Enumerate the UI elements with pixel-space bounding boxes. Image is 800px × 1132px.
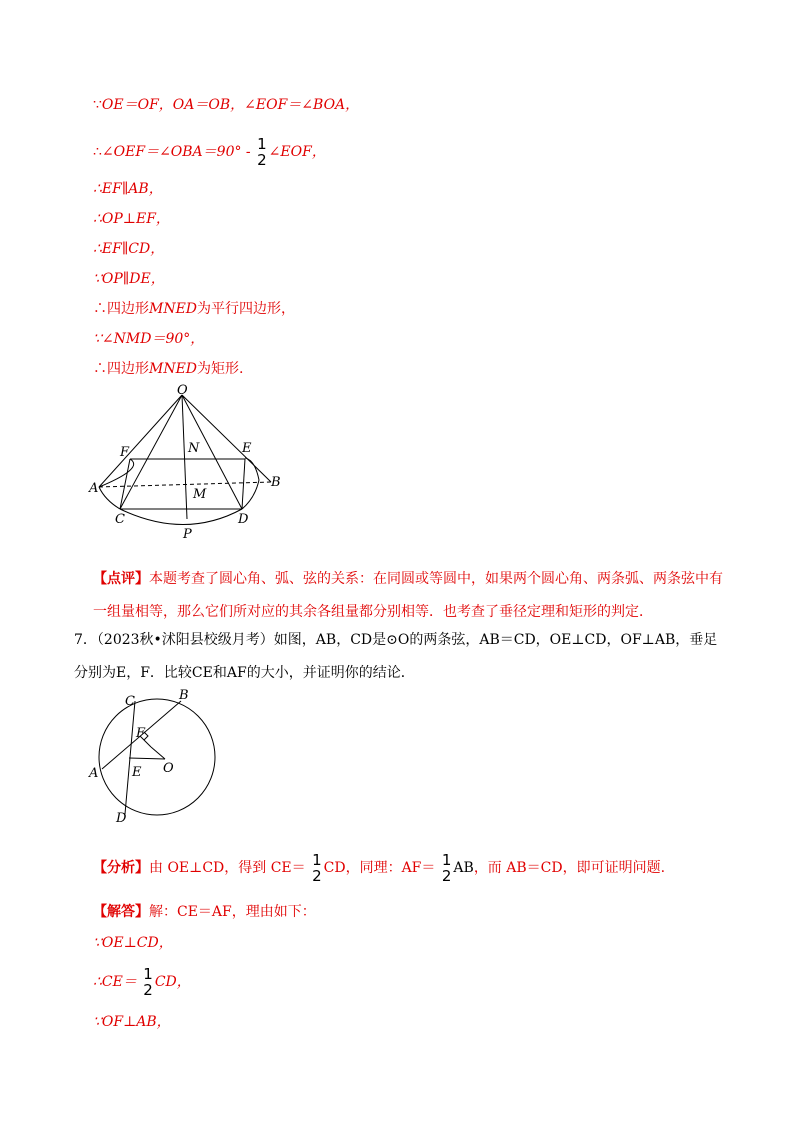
analysis-tag: 【分析】 [93, 860, 149, 876]
label-E: E [242, 441, 252, 456]
comment-tag: 【点评】 [93, 571, 149, 587]
answer-line-3: ∴CE＝ 1 2 CD， [93, 965, 191, 999]
answer-tag: 【解答】 [93, 904, 149, 920]
arc-left [99, 459, 134, 487]
proof-line-4: ∴OP⊥EF， [93, 211, 170, 227]
label-C: C [125, 694, 135, 709]
label-E: E [132, 765, 142, 780]
question-number: 7． [74, 632, 97, 648]
comment-paragraph: 【点评】本题考查了圆心角、弧、弦的关系：在同圆或等圆中，如果两个圆心角、两条弧、两条弦中有一组量相等，那么它们所对应的其余各组量都分别相等．也考查了垂径定理和矩形的判定． [93, 571, 723, 620]
answer-line-2: ∵OE⊥CD， [93, 935, 173, 951]
chord-CD [125, 701, 135, 814]
answer-line-4: ∵OF⊥AB， [93, 1014, 171, 1030]
fraction-half-2: 1 2 [441, 851, 452, 885]
label-D: D [116, 811, 127, 825]
label-A: A [89, 766, 99, 781]
proof-line-2: ∴∠OEF＝∠OBA＝90° - 1 2 ∠EOF， [93, 135, 326, 169]
proof-line-6: ∵OP∥DE， [93, 271, 165, 287]
proof-line-1: ∵OE＝OF，OA＝OB，∠EOF＝∠BOA， [93, 97, 360, 113]
analysis-line: 【分析】由 OE⊥CD，得到 CE＝ 1 2 CD，同理：AF＝ 1 2 AB，而 AB＝CD，即可证明问题. [93, 851, 666, 885]
proof-line-5: ∴EF∥CD， [93, 241, 165, 257]
proof-line-7: ∴四边形MNED为平行四边形， [93, 301, 296, 317]
proof-line-9: ∴四边形MNED为矩形. [93, 361, 244, 377]
label-A: A [89, 481, 99, 496]
label-M: M [193, 487, 207, 502]
label-F: F [136, 726, 146, 741]
answer-line-1: 【解答】解：CE＝AF，理由如下： [93, 904, 316, 920]
label-D: D [238, 512, 249, 527]
question-7: 7．（2023秋•沭阳县校级月考）如图，AB，CD是⊙O的两条弦，AB＝CD，OE⊥CD，OF⊥AB，垂足分别为E，F．比较CE和AF的大小，并证明你的结论． [74, 632, 718, 681]
therefore-symbol: ∴ [93, 144, 102, 160]
because-symbol: ∵ [93, 97, 102, 113]
label-B: B [271, 475, 281, 490]
arc-bottom [120, 509, 242, 525]
label-P: P [183, 527, 192, 542]
proof-line-3: ∴EF∥AB， [93, 181, 163, 197]
label-C: C [115, 512, 125, 527]
label-O: O [163, 761, 174, 776]
geometry-figure-1 [85, 380, 295, 550]
fraction-half: 1 2 [312, 851, 322, 885]
label-N: N [188, 441, 200, 456]
label-B: B [179, 688, 189, 703]
fraction-half: 1 2 [143, 965, 153, 999]
label-O: O [177, 383, 188, 398]
fraction-half: 1 2 [257, 135, 267, 169]
proof-line-8: ∵∠NMD＝90°， [93, 331, 205, 347]
arc-right [245, 458, 259, 480]
geometry-figure-2 [85, 685, 230, 825]
label-F: F [120, 445, 130, 460]
